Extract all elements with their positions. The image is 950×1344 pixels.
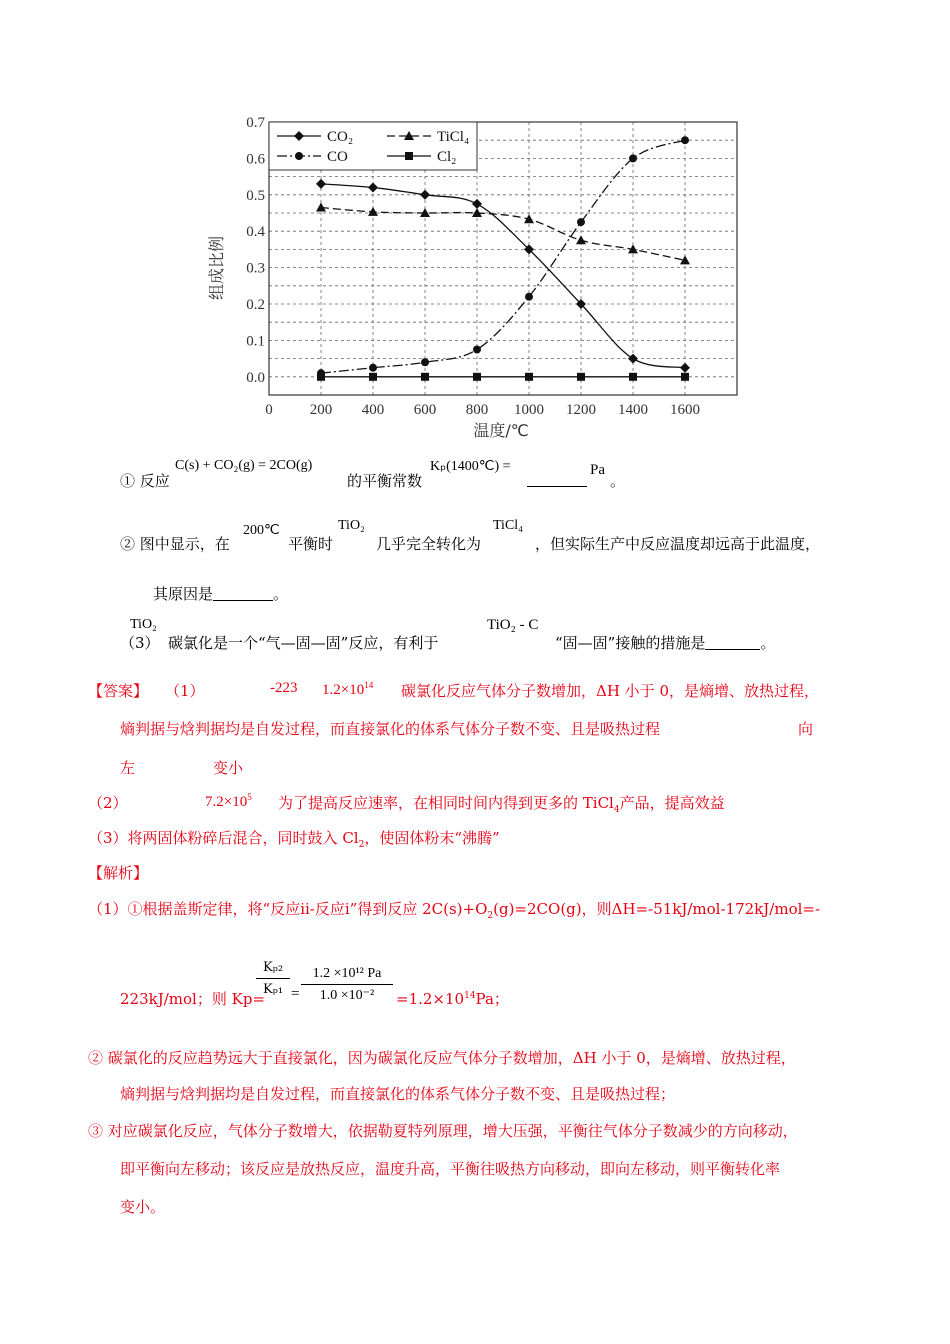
fraction-value-bar [301, 984, 393, 985]
composition-chart [200, 108, 760, 448]
analysis-p2b: 熵判据与焓判据均是自发过程，而直接氯化的体系气体分子数不变、且是吸热过程； [120, 1085, 676, 1103]
legend-label: CO₂ [327, 129, 354, 145]
x-tick-label: 600 [413, 402, 437, 418]
data-point [473, 346, 481, 354]
q3-text2 [555, 632, 775, 653]
q2-ticl4: TiCl₄ [493, 518, 524, 533]
data-point [680, 363, 690, 373]
analysis-p2a: ② 碳氯化的反应趋势远大于直接氯化，因为碳氯化反应气体分子数增加，ΔH 小于 0，是熵增、放热过程， [88, 1049, 796, 1067]
q3-tio2c: TiO₂ - C [487, 617, 539, 633]
fraction-value-denominator: 1.0 ×10⁻² [319, 988, 375, 1003]
q3-num: （3） [120, 634, 160, 652]
x-axis-label: 温度/℃ [473, 421, 529, 440]
q2-prefix: ② 图中显示，在 [120, 535, 230, 553]
chart-series [316, 136, 690, 381]
analysis-p1b: 223kJ/mol；则 Kp= [120, 990, 265, 1008]
data-point [628, 354, 638, 364]
q1-end: 。 [610, 472, 626, 490]
data-point [472, 199, 482, 209]
q1-mid: 的平衡常数 [347, 472, 423, 490]
answer-direction-2: 左 [120, 759, 136, 777]
q3-text2-label: “固—固”接触的措施是 [555, 634, 706, 652]
data-point [681, 373, 689, 381]
answer-reason3: 为了提高反应速率，在相同时间内得到更多的 TiCl$_4$产品，提高效益 [278, 794, 725, 815]
q1-blank[interactable] [527, 470, 587, 489]
analysis-p3b: 即平衡向左移动；该反应是放热反应，温度升高，平衡往吸热方向移动，即向左移动，则平衡转化率 [120, 1160, 781, 1178]
question-1 [120, 470, 170, 491]
analysis-p3c: 变小。 [120, 1198, 166, 1216]
y-tick-label: 0.4 [246, 224, 265, 241]
data-point [629, 373, 637, 381]
x-tick-label: 800 [465, 402, 489, 418]
answer-num2: （2） [88, 794, 128, 812]
analysis-p1: （1）①根据盖斯定律，将“反应ⅱ-反应ⅰ”得到反应 $2C(s)+O_2(g)=2CO(g)$，则ΔH=-51kJ/mol-172kJ/mol=- [88, 900, 821, 921]
x-tick-label: 200 [309, 402, 333, 418]
fraction-kp-numerator: Kₚ₂ [262, 960, 284, 975]
x-tick-label: 400 [361, 402, 385, 418]
y-tick-label: 0.5 [246, 187, 265, 204]
x-tick-label: 1200 [566, 402, 596, 418]
y-tick-label: 0.6 [246, 151, 265, 168]
fraction-value-numerator: 1.2 ×10¹² Pa [312, 966, 382, 981]
x-tick-label: 0 [265, 402, 273, 418]
answer-val2: $7.2\times 10^5$ [205, 792, 252, 810]
y-tick-label: 0.7 [246, 115, 265, 131]
q2-reason-label: 其原因是 [153, 585, 214, 603]
y-axis-label: 组成比例 [207, 235, 226, 301]
legend-label: CO [327, 149, 348, 165]
legend-marker [405, 152, 413, 160]
q2-rest: ，但实际生产中反应温度却远高于此温度， [535, 535, 821, 553]
data-point [420, 190, 430, 200]
legend-label: TiCl₄ [437, 129, 470, 145]
data-point [525, 293, 533, 301]
analysis-p1c: $=1.2\times 10^{14}Pa$； [396, 990, 509, 1008]
answer-reason2: 熵判据与焓判据均是自发过程，而直接氯化的体系气体分子数不变、且是吸热过程 [120, 720, 661, 738]
x-tick-label: 1600 [670, 402, 700, 418]
answer-kp: $1.2\times 10^{14}$ [322, 680, 374, 698]
fraction-eq: = [291, 986, 300, 1002]
q1-prefix: ① 反应 [120, 472, 170, 490]
answer-num1: （1） [165, 682, 205, 700]
analysis-label: 【解析】 [88, 864, 149, 882]
fraction-kp-bar [256, 978, 290, 979]
data-point [316, 179, 326, 189]
data-point [473, 373, 481, 381]
y-tick-label: 0.1 [246, 333, 265, 350]
q2-line2 [153, 583, 288, 604]
y-tick-label: 0.3 [246, 260, 265, 277]
answer-dh: -223 [270, 680, 298, 696]
fraction-kp [256, 960, 290, 997]
answer-label: 【答案】 [88, 682, 149, 700]
q2-blank[interactable] [213, 586, 273, 601]
data-point [316, 203, 326, 212]
q2-end: 。 [273, 585, 289, 603]
data-point [576, 235, 586, 244]
data-point [369, 373, 377, 381]
q3-end: 。 [760, 634, 776, 652]
x-tick-label: 1000 [514, 402, 544, 418]
q1-unit: Pa [590, 462, 605, 478]
answer-direction-1: 向 [798, 720, 814, 738]
data-point [369, 364, 377, 372]
fraction-value [301, 966, 393, 1004]
data-point [681, 136, 689, 144]
x-tick-label: 1400 [618, 402, 648, 418]
chart-legend [269, 122, 477, 170]
y-tick-label: 0.2 [246, 297, 265, 313]
data-point [525, 373, 533, 381]
q2-tio2: TiO₂ [338, 518, 365, 533]
q1-equation: C(s) + CO₂(g) = 2CO(g) [175, 458, 313, 473]
data-point [368, 183, 378, 193]
answer-line3: （3）将两固体粉碎后混合，同时鼓入 $Cl_2$，使固体粉末“沸腾” [88, 829, 500, 850]
data-point [577, 373, 585, 381]
data-point [317, 373, 325, 381]
q3-blank[interactable] [705, 635, 760, 650]
answer-reason1: 碳氯化反应气体分子数增加，ΔH 小于 0，是熵增、放热过程， [401, 682, 819, 700]
data-point [629, 154, 637, 162]
q2-mid1: 平衡时 [288, 535, 334, 553]
q3-tio2: TiO₂ [130, 617, 157, 632]
data-point [577, 218, 585, 226]
data-point [472, 208, 482, 217]
q2-temp: 200℃ [243, 523, 280, 538]
data-point [421, 373, 429, 381]
legend-label: Cl₂ [437, 149, 457, 165]
q1-kp: Kₚ(1400℃) = [430, 459, 511, 474]
q3-text1: 碳氯化是一个“气—固—固”反应，有利于 [168, 634, 439, 652]
y-tick-label: 0.0 [246, 369, 265, 386]
answer-change: 变小 [213, 759, 244, 777]
analysis-p3a: ③ 对应碳氯化反应，气体分子数增大，依据勒夏特列原理，增大压强，平衡往气体分子数减少的方向移动， [88, 1122, 798, 1140]
data-point [421, 358, 429, 366]
fraction-kp-denominator: Kₚ₁ [262, 982, 284, 997]
series-line [321, 140, 685, 373]
q2-mid2: 几乎完全转化为 [376, 535, 482, 553]
legend-marker [295, 152, 303, 160]
